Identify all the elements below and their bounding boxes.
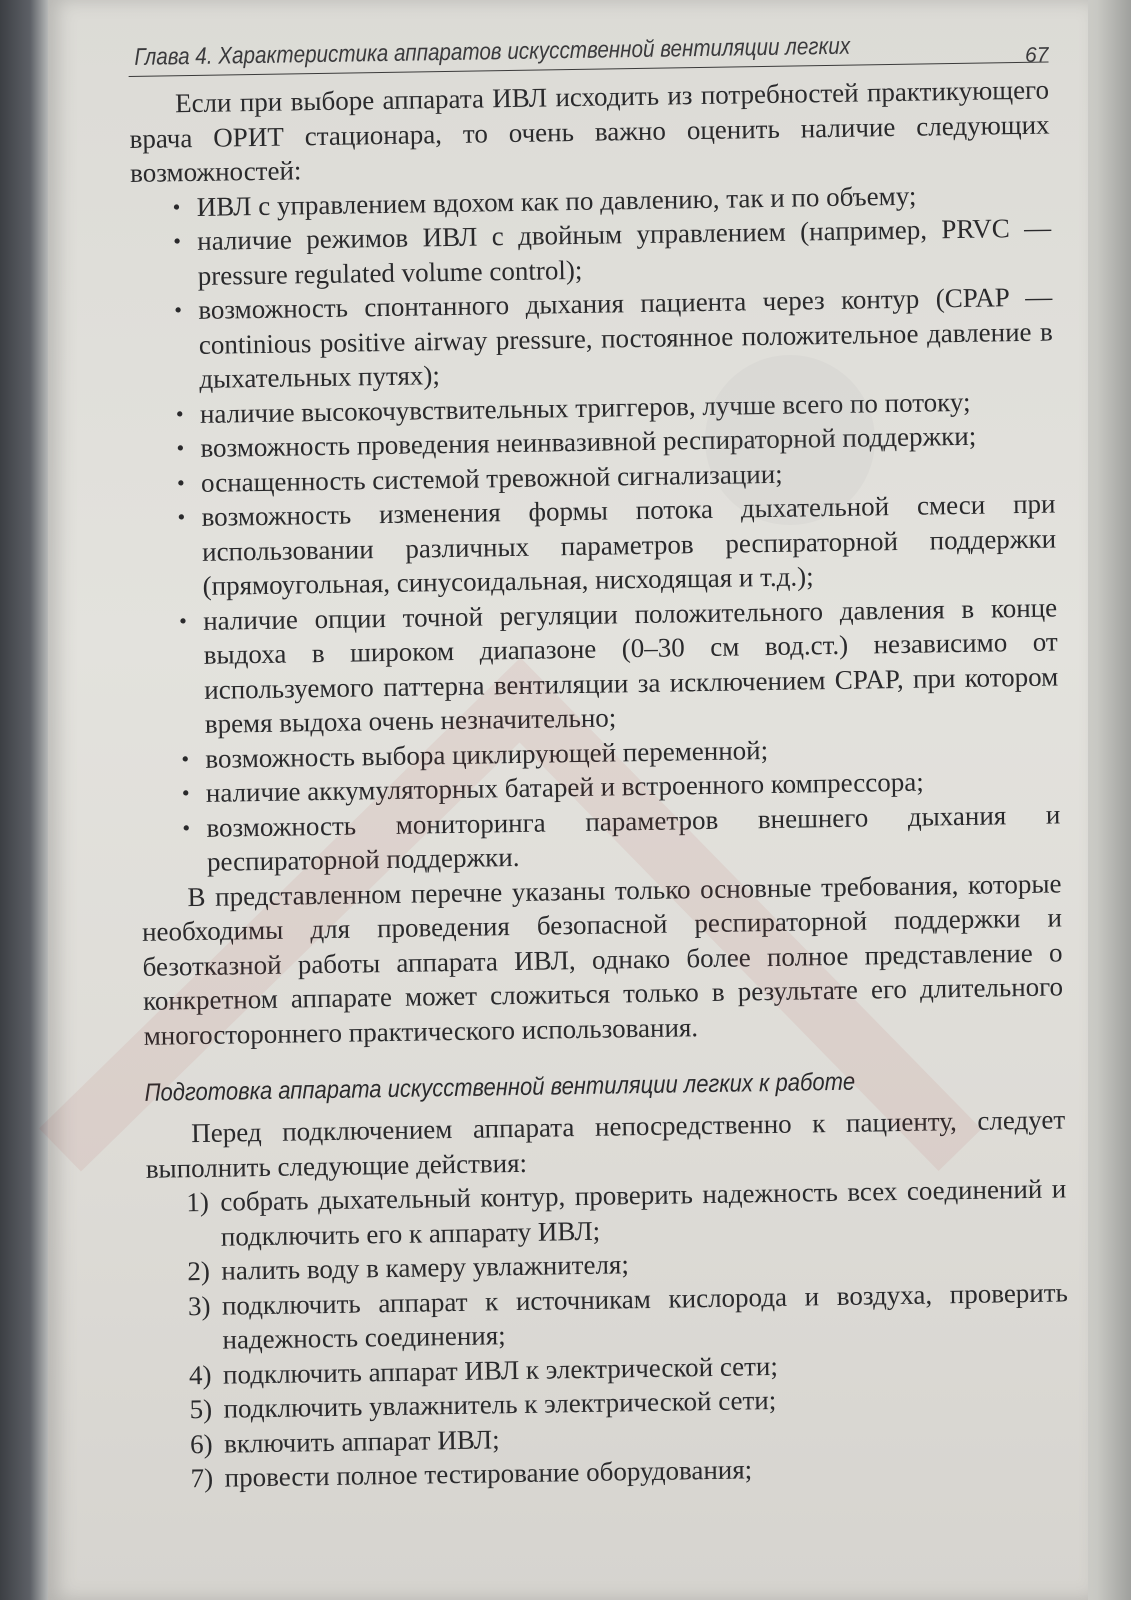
list-item-text: возможность выбора циклирующей переменной; <box>205 734 769 774</box>
bullet-icon: • <box>173 228 182 254</box>
running-header <box>128 22 1049 77</box>
step-text: провести полное тестирование оборудования; <box>224 1454 753 1493</box>
bullet-icon: • <box>172 193 181 219</box>
section-intro-paragraph: Перед подключением аппарата непосредственно к пациенту, следует выполнить следующие действия: <box>145 1104 1066 1184</box>
bullet-icon: • <box>174 297 183 323</box>
bullet-icon: • <box>181 780 190 806</box>
step-text: включить аппарат ИВЛ; <box>223 1423 500 1459</box>
step-text: собрать дыхательный контур, проверить надежность всех соединений и подключить его к аппарату ИВЛ; <box>220 1173 1067 1252</box>
list-item-text: возможность проведения неинвазивной респираторной поддержки; <box>200 420 977 463</box>
bullet-icon: • <box>181 745 190 771</box>
list-item-text: наличие высокочувствительных триггеров, лучше всего по потоку; <box>199 386 971 429</box>
step-number: 6) <box>189 1428 213 1459</box>
body-text <box>129 73 1071 1497</box>
list-item-text: наличие опции точной регуляции положительного давления в конце выдоха в широком диапазоне (0–30 см вод.ст.) независимо от используемого паттерна вентиляции за исключением CPAP, при котором время выдоха очень незначительно; <box>202 591 1059 739</box>
intro-paragraph: Если при выборе аппарата ИВЛ исходить из потребностей практикующего врача ОРИТ стационара, то очень важно оценить наличие следующих возможностей: <box>129 74 1050 188</box>
bullet-icon: • <box>177 504 186 530</box>
chapter-title: Глава 4. Характеристика аппаратов искусственной вентиляции легких <box>134 32 851 71</box>
page-content <box>128 22 1071 1497</box>
list-item-text: возможность мониторинга параметров внешнего дыхания и респираторной поддержки. <box>206 798 1061 877</box>
list-item <box>172 280 1054 397</box>
page-number: 67 <box>1024 43 1049 67</box>
list-item-text: наличие режимов ИВЛ с двойным управлением (например, PRVC — pressure regulated volume control); <box>196 212 1052 291</box>
step-number: 2) <box>187 1255 211 1287</box>
step-number: 7) <box>190 1462 214 1494</box>
step-number: 1) <box>186 1186 210 1218</box>
bullet-icon: • <box>176 435 185 461</box>
step-text: налить воду в камеру увлажнителя; <box>221 1249 630 1286</box>
list-item-text: наличие аккумуляторных батарей и встроенного компрессора; <box>205 766 924 808</box>
summary-paragraph: В представленном перечне указаны только основные требования, которые необходимы для проведения безопасной респираторной поддержки и безотказной работы аппарата ИВЛ, однако более полное представление о конкретном аппарате может сложиться только в результате его длительного многостороннего практического использования. <box>141 867 1064 1051</box>
section-heading: Подготовка аппарата искусственной вентиляции легких к работе <box>144 1067 856 1107</box>
step-number: 5) <box>189 1393 213 1425</box>
list-item-text: возможность спонтанного дыхания пациента через контур (CPAP — continious positive airway pressure, постоянное положительное давление в дыхательных путях); <box>198 281 1053 394</box>
list-item <box>180 797 1061 880</box>
list-item <box>177 590 1059 742</box>
bullet-icon: • <box>175 400 184 426</box>
step-text: подключить увлажнитель к электрической сети; <box>223 1384 777 1424</box>
book-page <box>48 0 1088 1600</box>
list-item <box>175 486 1057 603</box>
bullet-icon: • <box>182 814 191 840</box>
list-item-text: возможность изменения формы потока дыхательной смеси при использовании различных параметров респираторной поддержки (прямоугольная, синусоидальная, нисходящая и т.д.); <box>201 488 1057 601</box>
step-text: подключить аппарат к источникам кислорода и воздуха, проверить надежность соединения; <box>221 1276 1069 1355</box>
step-number: 4) <box>188 1359 212 1390</box>
bullet-icon: • <box>176 469 185 495</box>
list-item-text: ИВЛ с управлением вдохом как по давлению, так и по объему; <box>196 180 917 222</box>
step-number: 3) <box>187 1290 211 1321</box>
step-text: подключить аппарат ИВЛ к электрической сети; <box>222 1350 779 1390</box>
preparation-steps-list <box>146 1171 1071 1496</box>
bullet-icon: • <box>178 607 188 633</box>
list-item-text: оснащенность системой тревожной сигнализации; <box>200 458 783 498</box>
requirements-list <box>130 176 1061 880</box>
